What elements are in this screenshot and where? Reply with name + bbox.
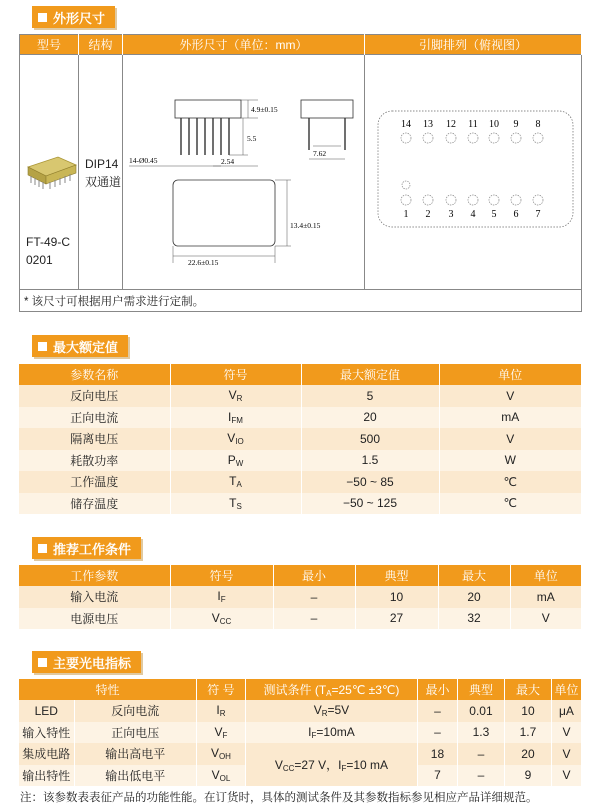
structure-line1: DIP14 [85,157,119,171]
footnote: 注：该参数表表征产品的功能性能。在订货时，具体的测试条件及其参数指标参见相应产品详细规范。 [20,792,538,804]
shared-test-condition: $V_{CC}=27$ V，$I_F=10$ mA [245,743,417,786]
pin-label: 6 [513,209,519,220]
electro-optical-table: 特性 符 号 测试条件 ($T_A=25℃$ ±3℃) 最小 典型 最大 单位 LED 反向电流 $I_R$ $V_R=5V$ – 0.01 10 μA 输入特性 正向电压 $V_F$ $I_F=10mA$ – 1.3 1.7 V 集成电路 输出高电平 $V_{OH}$ $V_{CC}=27$ V，$I_F=10$ mA 18 – 20 V 输出特性 输出低电平 $V_{OL}$ 7 – 9 V [19,679,582,786]
pin-label: 11 [468,119,478,130]
dimensions-table [19,34,582,312]
header-symbol: 符号 [170,364,301,385]
pin-label: 13 [423,119,433,130]
square-icon [38,13,47,22]
header-structure: 结构 [79,35,123,55]
header-model: 型号 [20,35,79,55]
dim-row-spacing: 7.62 [313,149,327,158]
pin-label: 7 [535,209,541,220]
section-tag-dimensions: 外形尺寸 [32,6,115,28]
dimension-drawing-cell [123,55,365,290]
section-tag-electro-optical: 主要光电指标 [32,651,141,673]
dim-width: 13.4±0.15 [290,221,321,230]
recommended-table: 工作参数 符号 最小 典型 最大 单位 输入电流 $I_F$ – 10 20 mA 电源电压 $V_{CC}$ – 27 32 V [19,565,582,629]
table-row: 集成电路 输出高电平 $V_{OH}$ $V_{CC}=27$ V，$I_F=10$ mA 18 – 20 V [19,743,582,765]
table-row: 储存温度 $T_S$ −50 ~ 125 ℃ [19,493,582,515]
table-row: 正向电流 $I_{FM}$ 20 mA [19,407,582,429]
header-max-value: 最大额定值 [301,364,439,385]
header-unit: 单位 [439,364,582,385]
table-row: 反向电压 $V_R$ 5 V [19,385,582,407]
model-cell [20,55,79,290]
pin-label: 4 [470,209,476,220]
model-name-line2: 0201 [26,253,53,267]
dim-lead-length: 5.5 [247,134,257,143]
dimension-drawing [123,55,365,290]
dim-length: 22.6±0.15 [188,258,219,267]
dim-pitch: 2.54 [221,157,235,166]
table-row: 输出特性 输出低电平 $V_{OL}$ 7 – 9 V [19,765,582,787]
pin-label: 14 [401,119,411,130]
dim-lead-count: 14-Ø0.45 [129,156,158,165]
square-icon [38,544,47,553]
header-pinout: 引脚排列（俯视图） [365,35,582,55]
pin-label: 3 [448,209,454,220]
pin-label: 1 [403,209,409,220]
section-tag-max-ratings: 最大额定值 [32,335,128,357]
square-icon [38,342,47,351]
section-tag-recommended: 推荐工作条件 [32,537,141,559]
table-row: 输入电流 $I_F$ – 10 20 mA [19,586,582,608]
dim-height: 4.9±0.15 [251,105,278,114]
structure-line2: 双通道 [85,175,122,189]
pinout-diagram [365,55,582,290]
max-ratings-table [19,364,582,514]
table-row: LED 反向电流 $I_R$ $V_R=5V$ – 0.01 10 μA [19,700,582,722]
table-row: 输入特性 正向电压 $V_F$ $I_F=10mA$ – 1.3 1.7 V [19,722,582,744]
table-row: 耗散功率 $P_W$ 1.5 W [19,450,582,472]
pin-label: 5 [491,209,497,220]
pin-label: 12 [446,119,456,130]
pin-label: 10 [489,119,499,130]
table-row: 电源电压 $V_{CC}$ – 27 32 V [19,608,582,630]
header-param-name: 参数名称 [19,364,170,385]
pin-label: 8 [535,119,541,130]
square-icon [38,658,47,667]
pin-label: 9 [513,119,519,130]
dimensions-note: * 该尺寸可根据用户需求进行定制。 [20,290,582,312]
table-row: 隔离电压 $V_{IO}$ 500 V [19,428,582,450]
table-row: 工作温度 $T_A$ −50 ~ 85 ℃ [19,471,582,493]
structure-cell [79,55,123,290]
pinout-cell [365,55,582,290]
header-dimensions: 外形尺寸（单位：mm） [123,35,365,55]
pin-label: 2 [425,209,431,220]
model-name-line1: FT-49-C [26,235,71,249]
